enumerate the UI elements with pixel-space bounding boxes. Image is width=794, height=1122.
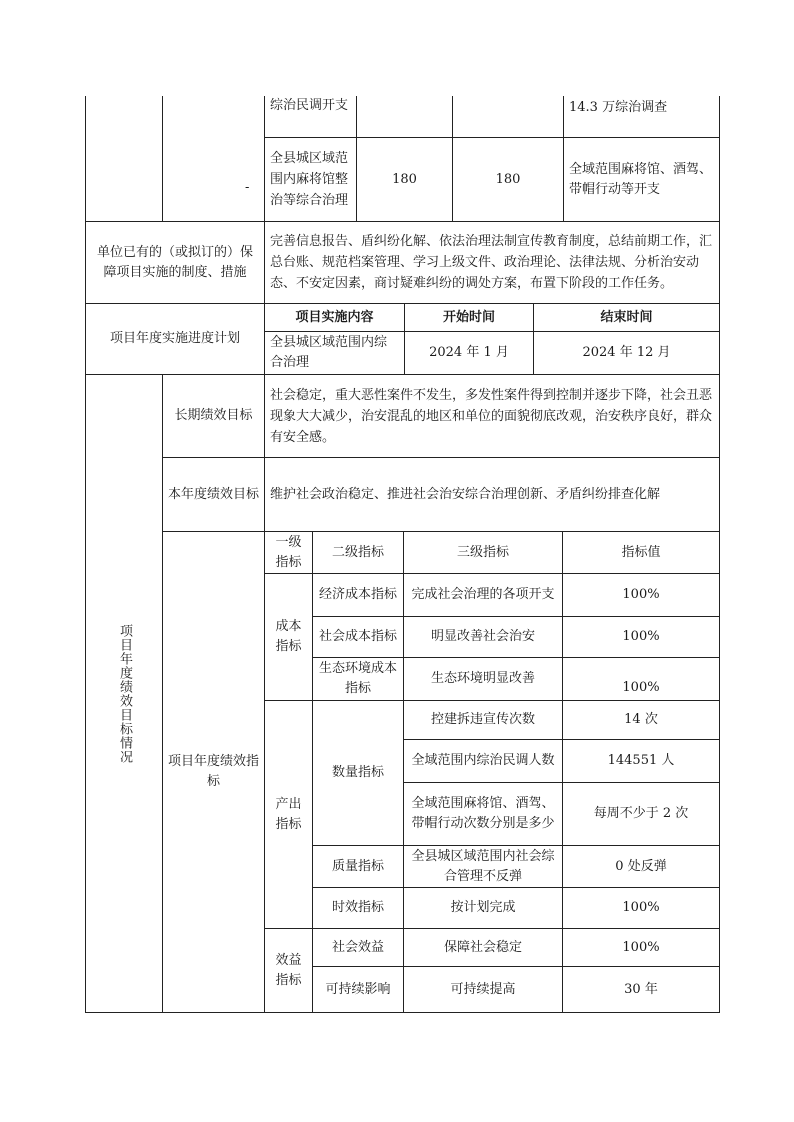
level3: 保障社会稳定	[403, 928, 563, 967]
indicator-value: 14 次	[562, 700, 720, 740]
schedule-start: 2024 年 1 月	[404, 331, 534, 375]
level3: 生态环境明显改善	[403, 657, 563, 701]
level3: 完成社会治理的各项开支	[403, 573, 563, 617]
level1-benefit: 效益指标	[264, 928, 313, 1013]
indicator-header: 指标值	[562, 531, 720, 574]
measures-label: 单位已有的（或拟订的）保障项目实施的制度、措施	[85, 221, 265, 304]
level3: 明显改善社会治安	[403, 616, 563, 658]
budget-item: 全县城区域范围内麻将馆整治等综合治理	[264, 137, 357, 222]
indicator-value: 每周不少于 2 次	[562, 782, 720, 846]
level2: 时效指标	[312, 887, 404, 929]
schedule-header: 结束时间	[533, 303, 720, 332]
budget-item: 综治民调开支	[264, 96, 357, 138]
level2: 生态环境成本指标	[312, 657, 404, 701]
indicator-header: 三级指标	[403, 531, 563, 574]
blank-cell	[162, 96, 265, 222]
level3: 可持续提高	[403, 966, 563, 1013]
level1-cost: 成本指标	[264, 573, 313, 701]
schedule-header: 项目实施内容	[264, 303, 405, 332]
indicator-value: 100%	[562, 928, 720, 967]
indicator-value: 30 年	[562, 966, 720, 1013]
budget-note: 14.3 万综治调查	[563, 96, 720, 138]
indicator-value: 0 处反弹	[562, 845, 720, 888]
level2: 经济成本指标	[312, 573, 404, 617]
level3: 全域范围麻将馆、酒驾、带帽行动次数分别是多少	[403, 782, 563, 846]
indicator-value: 100%	[562, 657, 720, 701]
long-term-text: 社会稳定，重大恶性案件不发生，多发性案件得到控制并逐步下降，社会丑恶现象大大减少，治安混乱的地区和单位的面貌彻底改观，治安秩序良好，群众有安全感。	[264, 374, 720, 458]
blank-cell	[85, 96, 163, 222]
level3: 全县城区域范围内社会综合管理不反弹	[403, 845, 563, 888]
budget-amount: 180	[452, 137, 564, 222]
schedule-content: 全县城区域范围内综合治理	[264, 331, 405, 375]
schedule-header: 开始时间	[404, 303, 534, 332]
indicator-value: 144551 人	[562, 739, 720, 783]
level2: 质量指标	[312, 845, 404, 888]
level3: 按计划完成	[403, 887, 563, 929]
indicator-value: 100%	[562, 887, 720, 929]
budget-note: 全域范围麻将馆、酒驾、带帽行动等开支	[563, 137, 720, 222]
indicator-value: 100%	[562, 616, 720, 658]
schedule-end: 2024 年 12 月	[533, 331, 720, 375]
level2: 可持续影响	[312, 966, 404, 1013]
indicators-label: 项目年度绩效指标	[162, 531, 265, 1013]
level3: 全域范围内综治民调人数	[403, 739, 563, 783]
level2: 社会成本指标	[312, 616, 404, 658]
goals-section-label	[85, 374, 163, 1013]
indicator-header: 一级指标	[264, 531, 313, 574]
goals-section-text: 项目年度绩效目标情况	[117, 623, 132, 764]
annual-label: 本年度绩效目标	[162, 457, 265, 532]
budget-amount	[452, 96, 564, 138]
budget-amount: 180	[356, 137, 453, 222]
annual-text: 维护社会政治稳定、推进社会治安综合治理创新、矛盾纠纷排查化解	[264, 457, 720, 532]
level1-output: 产出指标	[264, 700, 313, 929]
indicator-header: 二级指标	[312, 531, 404, 574]
level3: 控建拆违宣传次数	[403, 700, 563, 740]
level2: 社会效益	[312, 928, 404, 967]
schedule-label: 项目年度实施进度计划	[85, 303, 265, 375]
budget-amount	[356, 96, 453, 138]
level2: 数量指标	[312, 700, 404, 846]
long-term-label: 长期绩效目标	[162, 374, 265, 458]
dash-mark: -	[245, 180, 250, 195]
measures-text: 完善信息报告、盾纠纷化解、依法治理法制宣传教育制度，总结前期工作，汇总台账、规范档案管理、学习上级文件、政治理论、法律法规、分析治安动态、不安定因素，商讨疑难纠纷的调处方案，布置下阶段的工作任务。	[264, 221, 720, 304]
indicator-value: 100%	[562, 573, 720, 617]
